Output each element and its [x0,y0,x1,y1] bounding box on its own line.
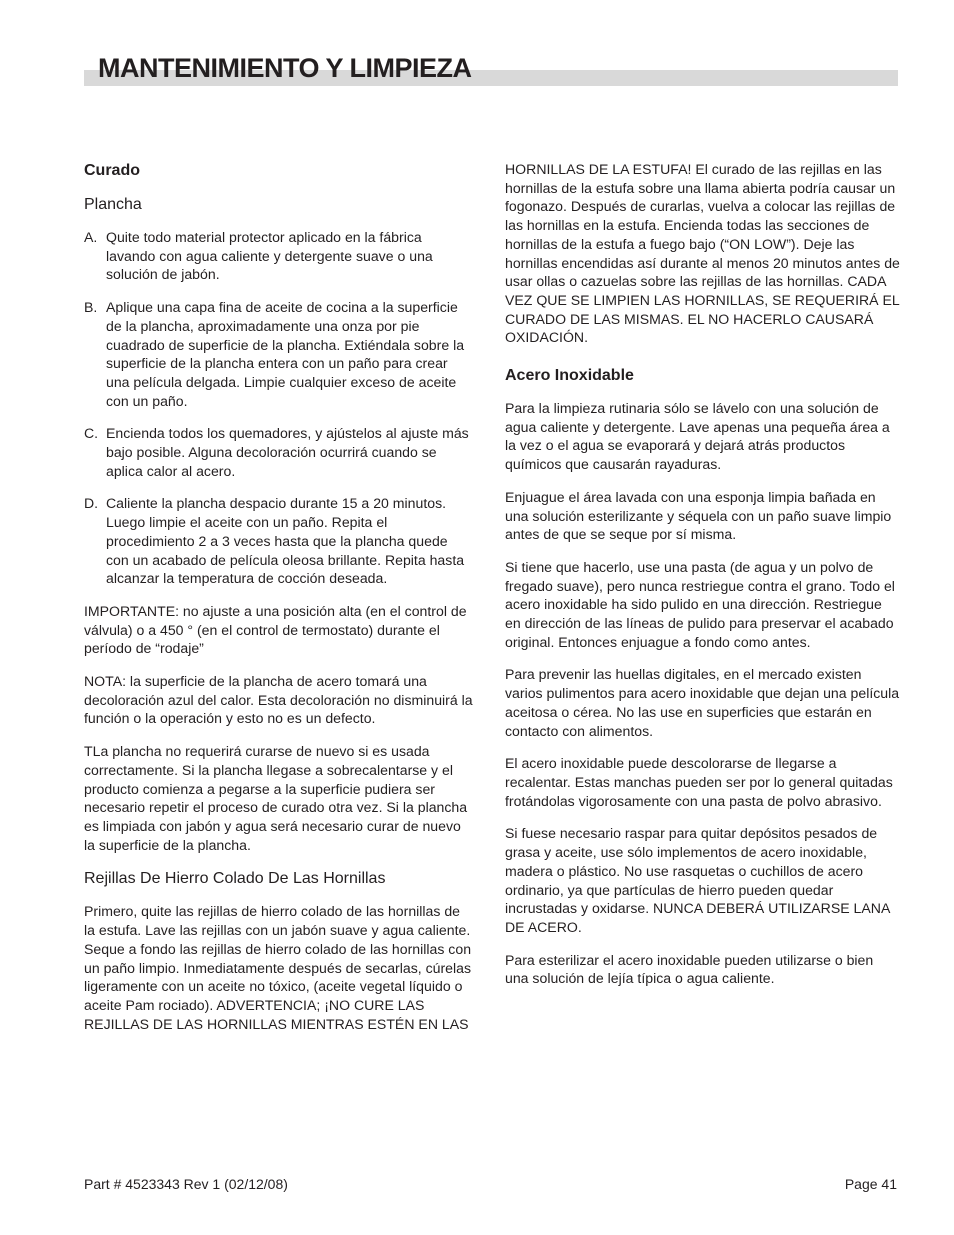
list-item-label: B. [84,299,98,316]
acero-paragraph: Si tiene que hacerlo, use una pasta (de agua y un polvo de fregado suave), pero nunca restriegue contra el grano. Todo el acero inoxidable ha sido pulido en una dirección. Restriegue en dirección de las líneas de pulido para preservar el acabado original. Entonces enjuague a fondo como antes. [505,558,895,650]
list-item-label: C. [84,425,99,442]
acero-paragraph: Para la limpieza rutinaria sólo se lávelo con una solución de agua caliente y detergente. Lave apenas una pequeña área a la vez o el agua se evaporará y dejará atrás productos químicos que causarán rayaduras. [505,400,890,473]
page-title: MANTENIMIENTO Y LIMPIEZA [98,53,472,83]
acero-paragraph: Enjuague el área lavada con una esponja limpia bañada en una solución esterilizante y séquela con un paño suave limpio antes de que se seque por sí misma. [505,488,892,543]
right-column [505,160,900,1002]
list-item-text: Quite todo material protector aplicado en la fábrica lavando con agua caliente y detergente suave o una solución de jabón. [106,229,433,283]
list-item-text: Encienda todos los quemadores, y ajústelos al ajuste más bajo posible. Alguna decoloración ocurrirá cuando se aplica calor al acero. [106,425,469,479]
heading-rejillas: Rejillas De Hierro Colado De Las Hornillas [84,870,386,888]
rejillas-continued-paragraph: HORNILLAS DE LA ESTUFA! El curado de las rejillas en las hornillas de la estufa sobre una llama abierta podría causar un fogonazo. Después de curarlas, vuelva a colocar las rejillas de las hornillas en la estufa. Encienda todas las secciones de hornillas de la estufa a fuego bajo (“ON LOW”). Deje las hornillas encendidas así durante al menos 20 minutos antes de usar ollas o cazuelas sobre las rejillas de las hornillas. CADA VEZ QUE SE LIMPIEN LAS HORNILLAS, SE REQUERIRÁ EL CURADO DE LAS MISMAS. EL NO HACERLO CAUSARÁ OXIDACIÓN. [505,161,900,346]
importante-paragraph: IMPORTANTE: no ajuste a una posición alta (en el control de válvula) o a 450 ° (en el control de termostato) durante el período de “rodaje” [84,602,467,657]
heading-plancha: Plancha [84,196,142,213]
part-number: Part # 4523343 Rev 1 (02/12/08) [84,1176,288,1192]
list-item-label: D. [84,495,99,512]
recure-paragraph: TLa plancha no requerirá curarse de nuevo si es usada correctamente. Si la plancha llegase a sobrecalentarse y el producto comienza a pegarse a la superficie pudiera ser necesario repetir el proceso de curado otra vez. Si la plancha es limpiada con jabón y agua será necesario curar de nuevo la superficie de la plancha. [84,743,468,853]
list-item-label: A. [84,229,98,245]
heading-acero-inoxidable: Acero Inoxidable [505,367,634,385]
list-item [84,494,474,588]
nota-paragraph: NOTA: la superficie de la plancha de acero tomará una decoloración azul del calor. Esta decoloración no disminuirá la función o la operación y esto no es un defecto. [84,673,473,727]
rejillas-paragraph: Primero, quite las rejillas de hierro colado de las hornillas de la estufa. Lave las rejillas con un jabón suave y agua caliente. Seque a fondo las rejillas de hierro colado de las hornillas con un paño limpio. Inmediatamente después de secarlas, cúrelas ligeramente con un aceite no tóxico, (aceite vegetal líquido o aceite Pam rociado). ADVERTENCIA; ¡NO CURE LAS REJILLAS DE LAS HORNILLAS MIENTRAS ESTÉN EN LAS [84,903,472,1032]
page-number: Page 41 [844,1176,897,1192]
acero-paragraph: Para prevenir las huellas digitales, en el mercado existen varios pulimentos para acero inoxidable que dejan una película aceitosa o cérea. No las use en superficies que estarán en contacto con alimentos. [505,666,900,739]
list-item [84,298,474,410]
acero-paragraph: Para esterilizar el acero inoxidable pueden utilizarse o bien una solución de lejía típica o agua caliente. [505,951,874,987]
left-column [84,160,474,1047]
heading-curado: Curado [84,162,140,179]
list-item-text: Aplique una capa fina de aceite de cocina a la superficie de la plancha, aproximadamente una onza por pie cuadrado de superficie de la plancha. Extiéndala sobre la superficie de la plancha entera con un paño para crear una película delgada. Limpie cualquier exceso de aceite con un paño. [106,299,465,409]
acero-paragraph: El acero inoxidable puede descolorarse de llegarse a recalentar. Estas manchas pueden ser por lo general quitadas frotándolas vigorosamente con una pasta de polvo abrasivo. [505,755,893,809]
list-item-text: Caliente la plancha despacio durante 15 a 20 minutos. Luego limpie el aceite con un paño. Repita el procedimiento 2 a 3 veces hasta que la plancha quede con un acabado de película oleosa brillante. Repita hasta alcanzar la temperatura de cocción deseada. [106,495,465,587]
acero-paragraph: Si fuese necesario raspar para quitar depósitos pesados de grasa y aceite, use sólo implementos de acero inoxidable, madera o plástico. No use rasquetas o cuchillos de acero ordinario, ya que partículas de hierro pueden quedar incrustadas y oxidarse. NUNCA DEBERÁ UTILIZARSE LANA DE ACERO. [505,825,890,935]
list-item [84,228,474,284]
list-item [84,424,474,480]
